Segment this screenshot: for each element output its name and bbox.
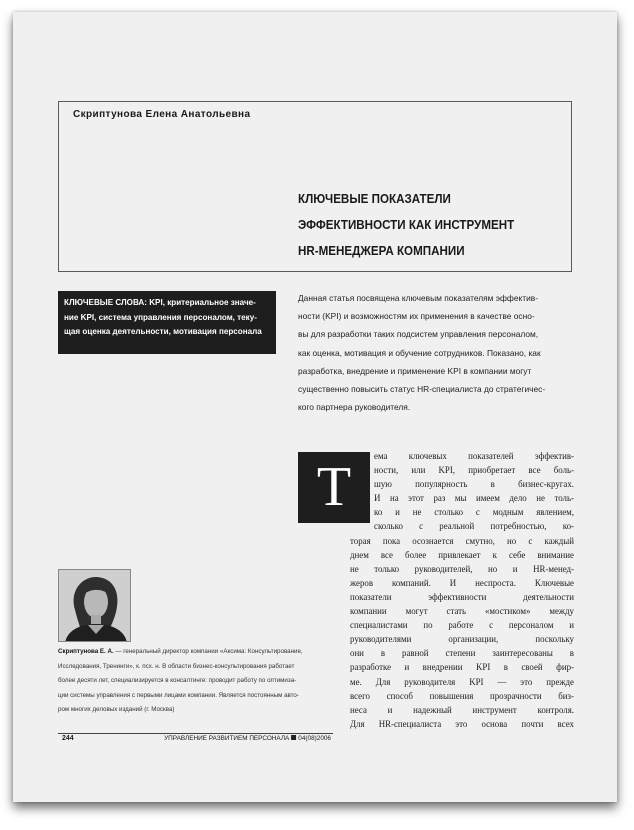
abstract-line: вы для разработки таких подсистем управления персоналом, [298,329,539,340]
abstract-line: как оценка, мотивация и обучение сотрудников. Показано, как [298,347,541,358]
abstract-line: Данная статья посвящена ключевым показателям эффектив- [298,293,538,303]
bio-line: ции системы управления с первыми лицами компании. Является постоянным авто- [58,691,299,699]
title-line: HR-МЕНЕДЖЕРА КОМПАНИИ [298,243,465,258]
body-line: разработке и внедрении KPI в своей фир- [350,662,574,673]
body-line: сколько с реальной потребностью, ко- [374,521,574,532]
abstract-line: ности (KPI) и возможностям их применения в качестве осно- [298,311,535,322]
body-line: они в равной степени заинтересованы в [350,648,574,659]
body-line: торая пока осознается смутно, но с каждый [350,535,574,546]
article-title [298,186,527,264]
abstract-line: кого партнера руководителя. [298,402,411,413]
body-line: показатели эффективности деятельности [350,591,574,602]
title-line: ЭФФЕКТИВНОСТИ КАК ИНСТРУМЕНТ [298,217,515,232]
body-line: неса и надежный инструмент контроля. [350,704,574,715]
bio-line: ром многих деловых изданий (г. Москва) [58,706,175,714]
abstract [298,289,545,416]
body-line: шую популярность в бизнес-кругах. [374,479,574,490]
keywords-line: ние KPI, система управления персоналом, теку- [64,312,257,322]
body-line: И на этот раз мы имеем дело не толь- [374,493,574,504]
bio-line: — генеральный директор компании «Аксима: Консультирование, [113,648,303,655]
bio-line: более десяти лет, специализируется в консалтинге: проводит работу по оптимиза- [58,677,297,685]
author-photo [58,569,131,642]
drop-cap: Т [298,452,370,523]
body-line: специалистами по работе с персоналом и [350,620,574,631]
abstract-line: существенно повысить статус HR-специалиста до стратегичес- [298,384,546,395]
page-number: 244 [62,735,74,742]
body-line: ема ключевых показателей эффектив- [374,451,574,461]
body-line: днем все более привлекает к себе внимание [350,549,574,560]
body-line: ко и не столько с модным явлением, [374,507,574,518]
title-line: КЛЮЧЕВЫЕ ПОКАЗАТЕЛИ [298,191,451,206]
body-line: руководителями организации, поскольку [350,634,574,645]
body-line: не только руководителей, но и HR-менед- [350,563,574,574]
article-body [298,449,574,731]
body-line: жеров компаний. И неспроста. Ключевые [350,577,574,588]
abstract-line: разработка, внедрение и применение KPI в компании могут [298,365,532,376]
keywords-box [58,291,276,354]
square-bullet-icon [291,735,296,740]
body-line: Для HR-специалиста это основа почти всех [350,718,574,729]
body-line: ности, или KPI, приобретает все боль- [374,465,574,476]
author-name: Скриптунова Елена Анатольевна [73,109,251,120]
bio-line: Исследования, Тренинги», к. псх. н. В области бизнес-консультирования работает [58,662,295,670]
issue-number: 04(08)2006 [298,735,331,742]
author-bio [58,645,303,718]
footer-rule [58,733,333,734]
body-line: компании могут стать «мостиком» между [350,606,574,617]
body-line: всего способ повышения прозрачности биз- [350,690,574,701]
bio-name: Скриптунова Е. А. [58,648,114,655]
journal-footer [164,735,331,742]
keywords-line: щая оценка деятельности, мотивация персонала [64,327,262,336]
journal-name: УПРАВЛЕНИЕ РАЗВИТИЕМ ПЕРСОНАЛА [164,735,290,742]
body-line: ме. Для руководителя KPI — это прежде [350,676,574,687]
portrait-image [59,570,131,642]
keywords-line: КЛЮЧЕВЫЕ СЛОВА: KPI, критериальное значе- [64,298,256,307]
